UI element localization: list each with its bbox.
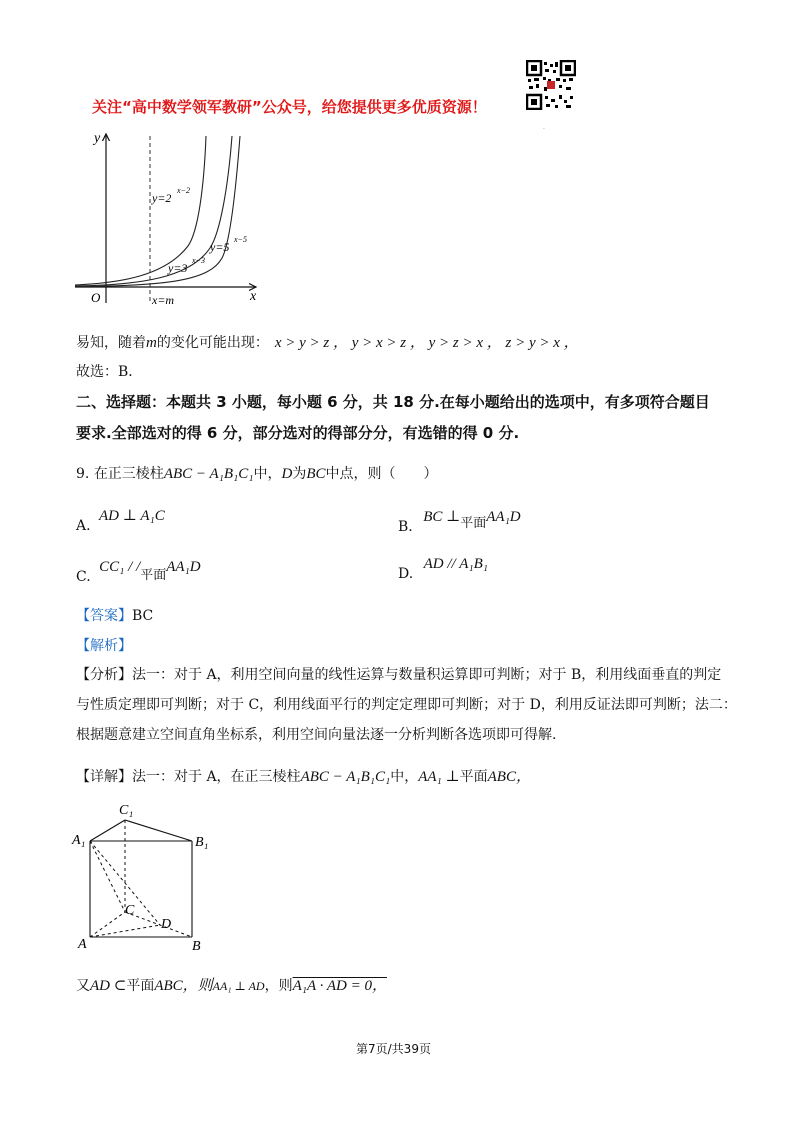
option-c [76, 556, 201, 585]
q9-point-d: D [281, 466, 293, 482]
detail-line [76, 765, 531, 786]
option-c-label: C. [76, 569, 91, 585]
option-c-plane: 平面 [140, 568, 167, 583]
label-y2: y=2 [152, 191, 172, 205]
label-x-equals-m: x=m [152, 293, 175, 307]
label-y2-exponent: x−2 [177, 186, 190, 195]
vertex-b1: B₁ [195, 835, 209, 850]
detail-expression2: AA₁ ⊥ [418, 769, 460, 785]
q9-expression: ABC − A₁B₁C₁ [163, 466, 254, 482]
option-a-label: A. [76, 518, 91, 534]
last-you: 又 [76, 978, 90, 994]
option-b-expr1: BC ⊥ [423, 509, 461, 525]
label-y5-exponent: x−5 [234, 235, 247, 244]
analysis-tag: 【解析】 [76, 638, 132, 654]
text-line-guxuan: 故选：B． [76, 364, 143, 380]
fenxi-line2: 与性质定理即可判断；对于 C，利用线面平行的判定定理即可判断；对于 D，利用反证法即可判断；法二： [76, 697, 737, 713]
exponential-graph [70, 128, 270, 310]
qr-code-icon [526, 60, 576, 110]
label-y3-exponent: x−3 [192, 256, 205, 265]
detail-plane: 平面 [459, 769, 488, 785]
q9-text-b: 中， [253, 466, 282, 482]
option-d-expr: AD // A₁B₁ [423, 556, 488, 572]
option-d-label: D. [398, 566, 414, 582]
x-axis-label: x [250, 289, 257, 304]
promo-banner: 关注“高中数学领军教研”公众号，给您提供更多优质资源！ [92, 98, 487, 116]
edge-ac [90, 912, 125, 937]
page-number: 第7页/共39页 [356, 1042, 431, 1056]
line1-prefix: 易知，随着 [76, 335, 146, 351]
vertex-a: A [78, 937, 87, 952]
option-c-expr2: AA₁D [166, 559, 201, 575]
origin-label: O [91, 290, 101, 305]
edge-cb [125, 912, 192, 937]
line1-mid: 的变化可能出现： [156, 335, 269, 351]
curve-base-3 [75, 136, 232, 286]
detail-expression: ABC − A₁B₁C₁ [300, 769, 391, 785]
fenxi-line3: 根据题意建立空间直角坐标系，利用空间向量法逐一分析判断各选项即可得解. [76, 727, 557, 743]
last-plane: 平面 [126, 978, 155, 994]
vertex-c1: C₁ [119, 803, 134, 818]
option-a-expr: AD ⊥ A₁C [99, 508, 165, 524]
answer-tag: 【答案】 [76, 608, 132, 624]
last-vector-dot: A₁A · AD = 0， [292, 978, 387, 994]
question-9-stem [76, 463, 437, 483]
banner-dot: . [543, 124, 545, 131]
label-y5: y=5 [210, 240, 230, 254]
detail-prefix: 【详解】法一：对于 A，在正三棱柱 [76, 769, 301, 785]
option-b-plane: 平面 [460, 516, 487, 531]
label-y3: y=3 [168, 261, 188, 275]
edge-ad [90, 925, 160, 937]
last-ad-subset: AD ⊂ [90, 978, 127, 994]
vertex-a1: A₁ [72, 833, 86, 848]
vertex-b: B [192, 939, 201, 954]
q9-text-d: 中点，则（ ） [325, 466, 438, 482]
vertex-d: D [161, 917, 172, 932]
detail-abc: ABC， [487, 769, 531, 785]
option-b-label: B. [398, 519, 413, 535]
vertex-c: C [125, 903, 135, 918]
q9-text-c: 为 [292, 466, 307, 482]
edge-a1c [90, 841, 125, 912]
option-d [398, 556, 488, 582]
section-title-line1: 二、选择题：本题共 3 小题，每小题 6 分，共 18 分.在每小题给出的选项中，有多项符合题目 [76, 393, 710, 411]
q9-text-a: 在正三棱柱 [93, 466, 164, 482]
edge-c1b1 [125, 820, 192, 841]
answer-value: BC [132, 608, 154, 624]
y-axis-label: y [94, 131, 101, 146]
detail-mid: 中， [390, 769, 419, 785]
last-line [76, 974, 387, 995]
option-a [76, 506, 165, 534]
option-b-expr2: AA₁D [486, 509, 521, 525]
last-abc: ABC，则 [154, 978, 213, 994]
q9-segment-bc: BC [306, 466, 326, 482]
answer-line [76, 605, 153, 625]
last-perp: AA₁ ⊥ AD [212, 979, 265, 993]
line1-m: m [146, 335, 157, 351]
option-b [398, 506, 521, 535]
curve-base-5 [75, 136, 240, 287]
option-c-expr1: CC₁ / / [99, 559, 141, 575]
edge-a1c1 [90, 820, 125, 841]
section-title-line2: 要求.全部选对的得 6 分，部分选对的得部分分，有选错的得 0 分. [76, 424, 520, 442]
prism-figure [70, 800, 220, 955]
last-then: ，则 [264, 978, 293, 994]
q9-number: 9. [76, 466, 90, 482]
text-line-yizhi [76, 331, 579, 352]
fenxi-line1: 【分析】法一：对于 A，利用空间向量的线性运算与数量积运算即可判断；对于 B，利用线面垂直的判定 [76, 667, 722, 683]
line1-inequalities: x > y > z ， y > x > z ， y > z > x ， z > y > x ， [274, 335, 579, 351]
